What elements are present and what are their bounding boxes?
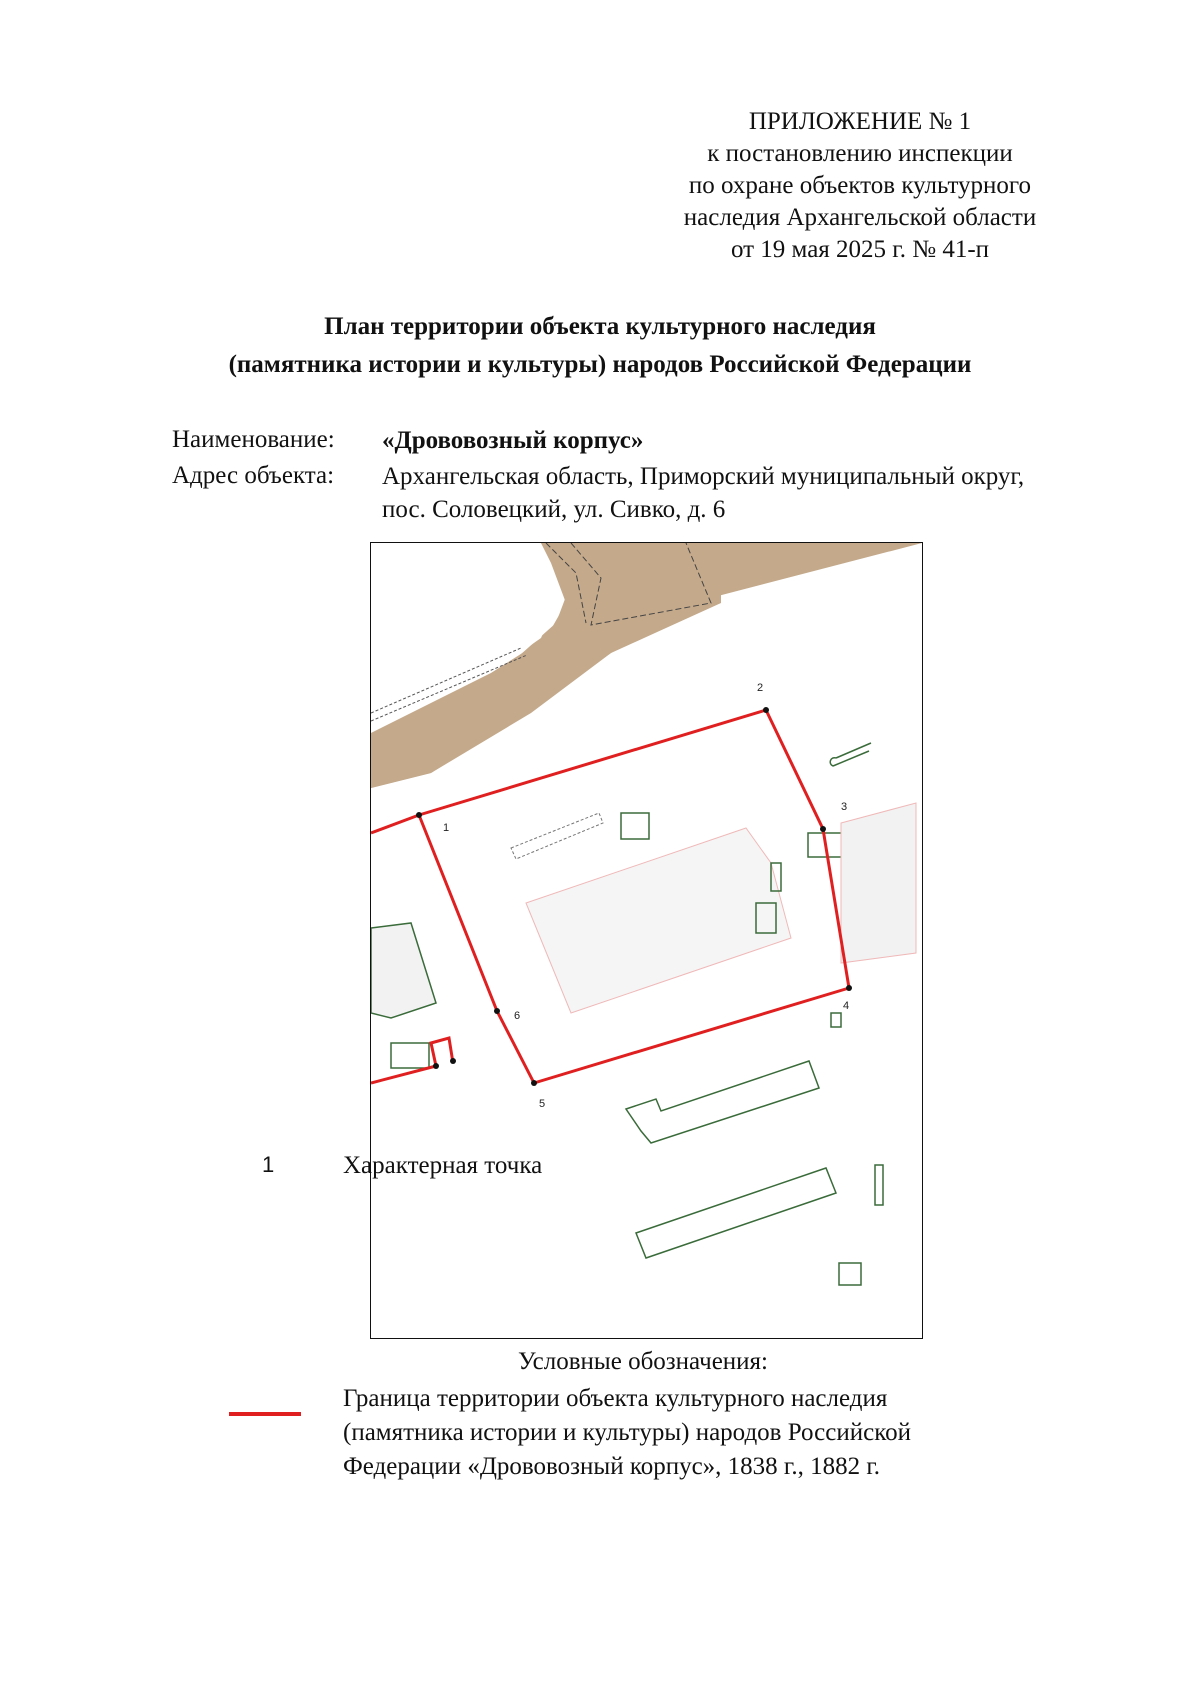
point-label: 3 [841, 801, 848, 813]
point-marker [763, 707, 769, 713]
point-marker [416, 812, 422, 818]
building [831, 1013, 841, 1027]
point-label: 4 [843, 1000, 850, 1012]
neighbor-boundary [371, 1038, 453, 1083]
title-line-1: План территории объекта культурного наследия [324, 313, 876, 340]
document-title [0, 308, 1200, 384]
point-marker [450, 1058, 456, 1064]
name-label: Наименование: [172, 426, 335, 453]
building [621, 813, 649, 839]
building [839, 1263, 861, 1285]
point-marker [820, 826, 826, 832]
point-label: 6 [514, 1010, 521, 1022]
appendix-block [620, 106, 1100, 266]
appendix-line: от 19 мая 2025 г. № 41-п [730, 236, 990, 263]
point-marker [433, 1063, 439, 1069]
title-line-2: (памятника истории и культуры) народов Российской Федерации [228, 351, 972, 378]
legend-line: Граница территории объекта культурного наследия [343, 1385, 888, 1412]
territory-map [370, 542, 923, 1339]
address-line-2: пос. Соловецкий, ул. Сивко, д. 6 [382, 496, 726, 523]
point-label: 2 [757, 682, 764, 694]
map-drawing [371, 543, 922, 1338]
point-marker [531, 1080, 537, 1086]
address-value [382, 460, 1024, 526]
point-marker [846, 985, 852, 991]
legend-point-label: Характерная точка [343, 1152, 543, 1179]
legend-line: (памятника истории и культуры) народов Российской [343, 1419, 911, 1446]
legend-point-row [0, 1150, 1200, 1184]
address-line-1: Архангельская область, Приморский муниципальный округ, [382, 463, 1025, 490]
legend-heading: Условные обозначения: [517, 1348, 769, 1375]
neighbor-boundary [371, 815, 419, 833]
building [511, 813, 603, 859]
legend-line: Федерации «Дрововозный корпус», 1838 г., 1882 г. [343, 1453, 881, 1480]
legend-point-symbol: 1 [262, 1152, 275, 1177]
object-name: «Дрововозный корпус» [382, 427, 644, 454]
point-label: 5 [539, 1098, 546, 1110]
appendix-line: по охране объектов культурного [688, 172, 1032, 199]
legend-boundary-text [343, 1382, 911, 1484]
appendix-line: к постановлению инспекции [707, 140, 1013, 167]
point-marker [494, 1008, 500, 1014]
point-label: 1 [443, 822, 450, 834]
building [841, 803, 916, 963]
building [626, 1061, 819, 1143]
building [830, 743, 871, 766]
name-value [382, 424, 643, 457]
legend-boundary-swatch [229, 1412, 301, 1416]
appendix-line: ПРИЛОЖЕНИЕ № 1 [748, 108, 972, 135]
address-label: Адрес объекта: [172, 462, 335, 489]
appendix-line: наследия Архангельской области [683, 204, 1037, 231]
parcel [526, 828, 791, 1013]
building [371, 923, 436, 1018]
building [391, 1043, 429, 1068]
